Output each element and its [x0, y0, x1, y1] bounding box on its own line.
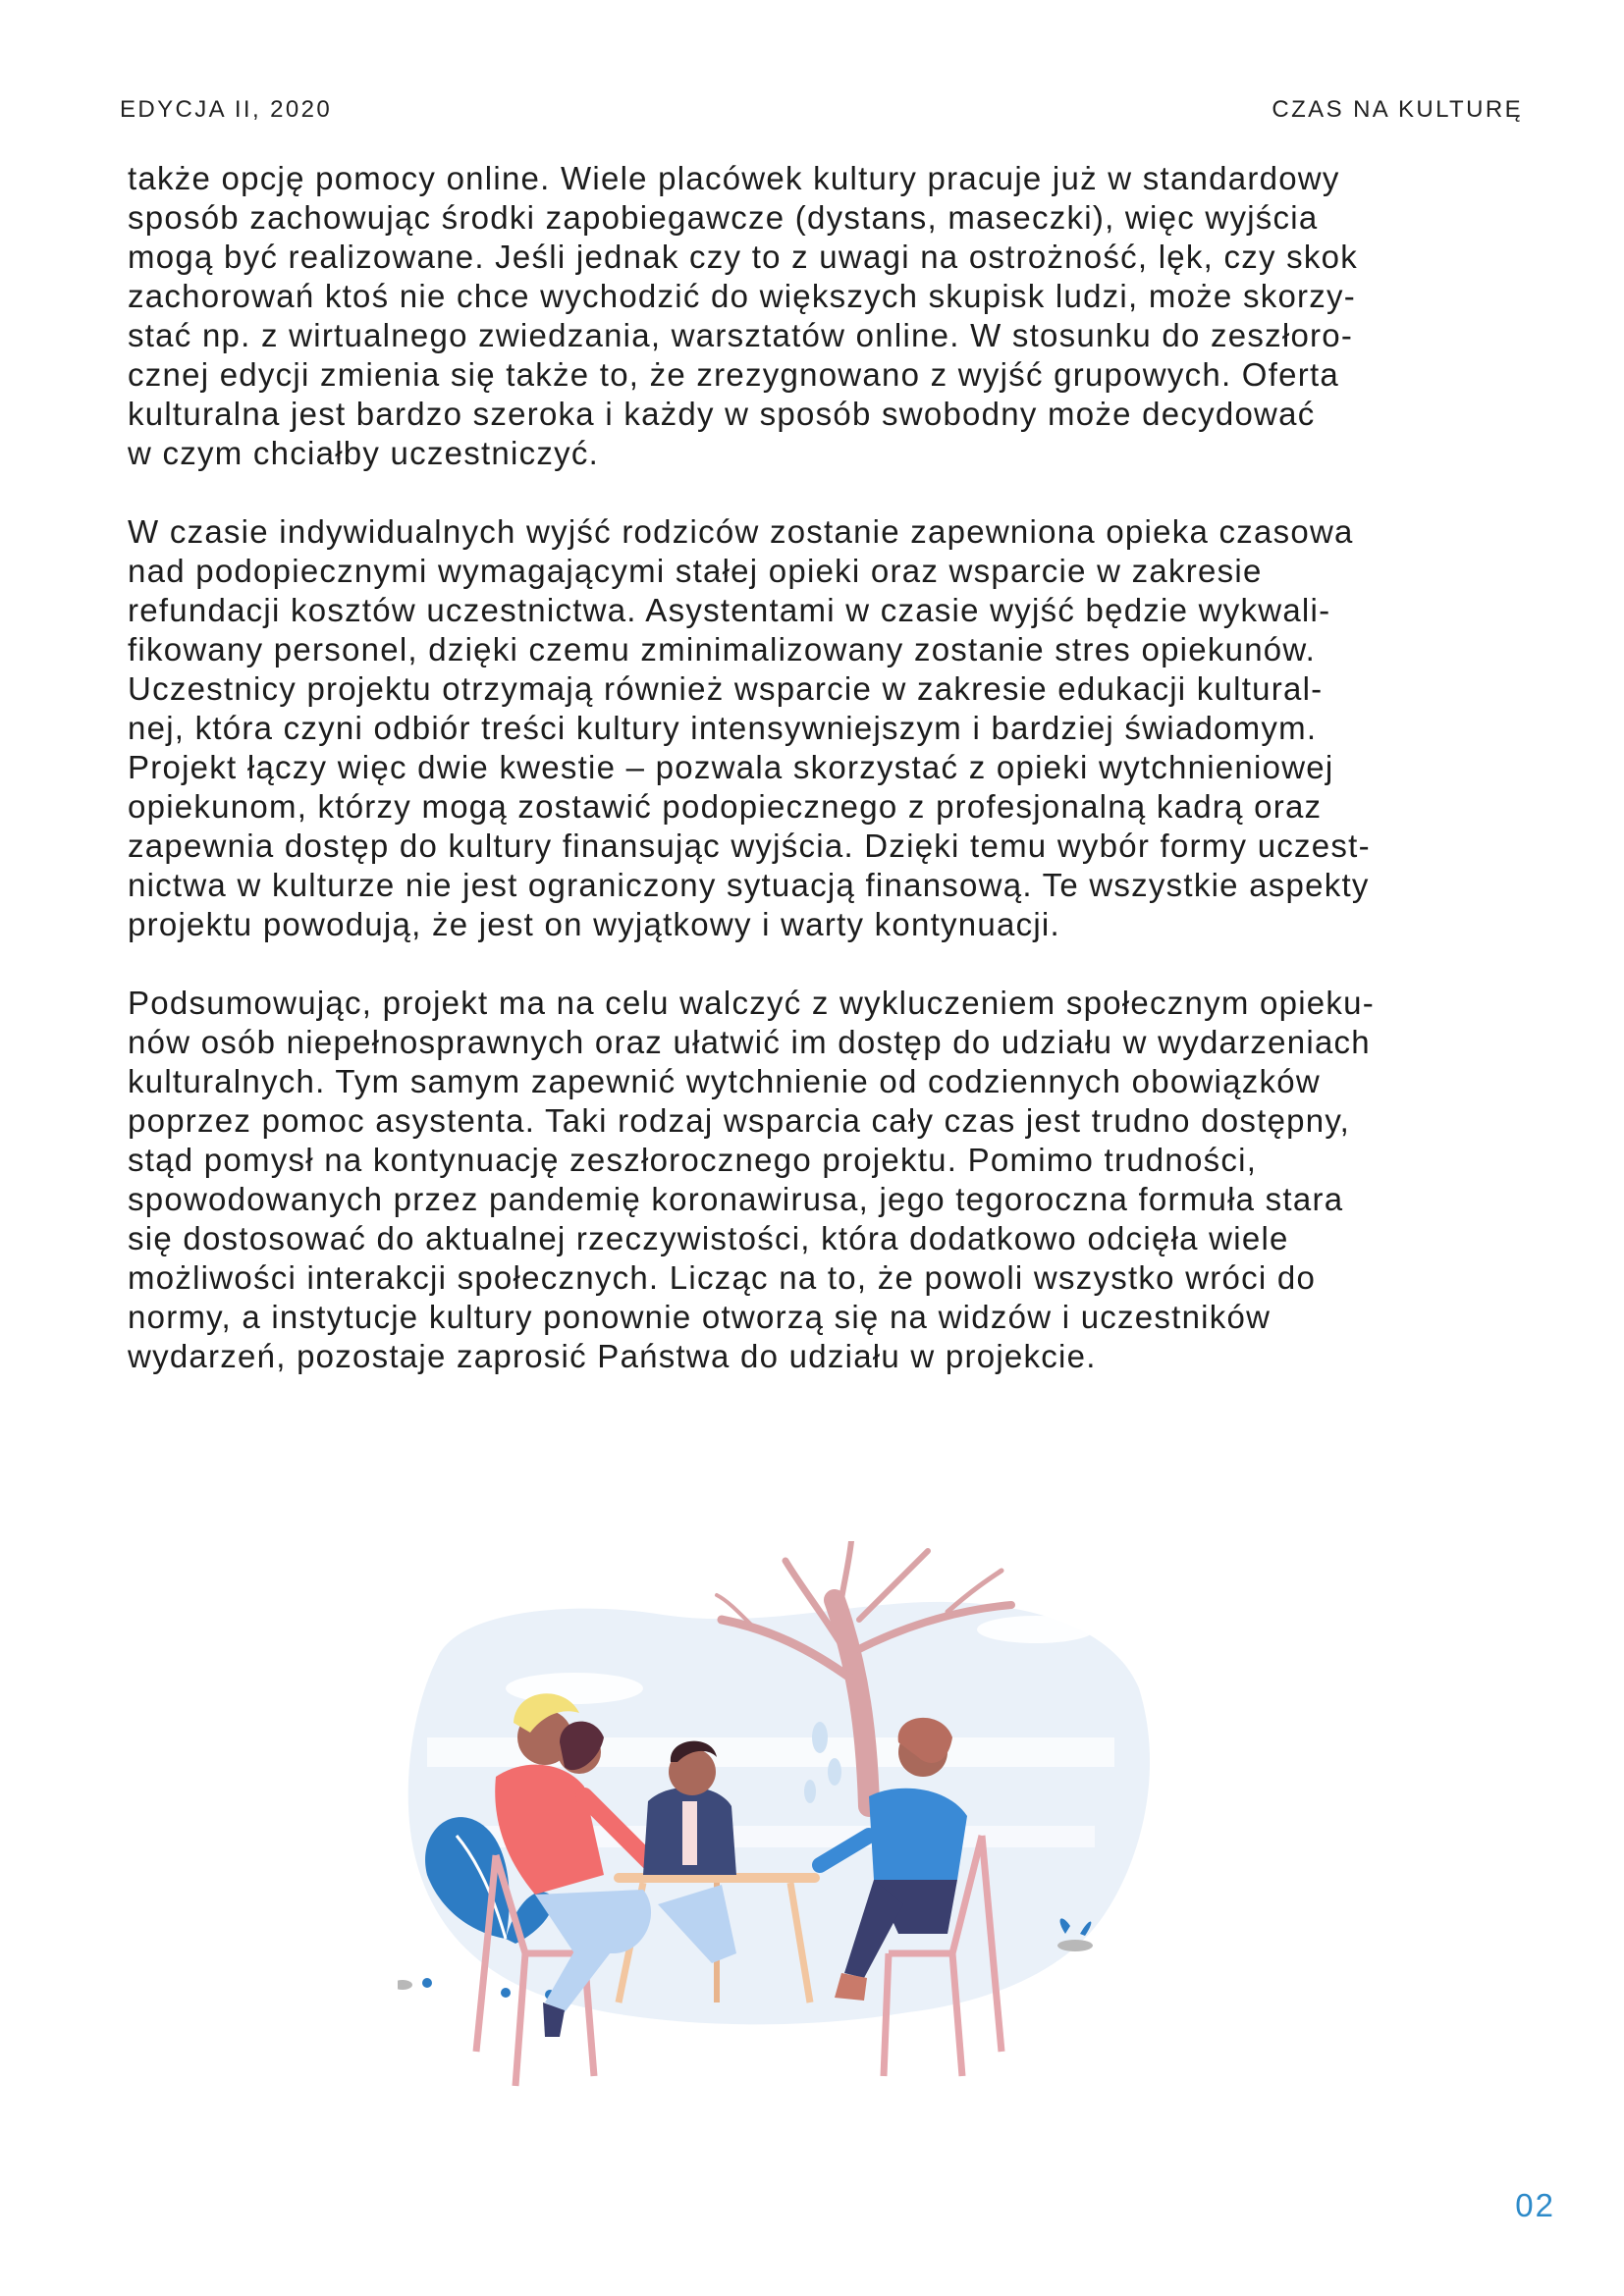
body-text: [128, 159, 1542, 1376]
paragraph-1: [128, 159, 1542, 473]
text-line: wydarzeń, pozostaje zaprosić Państwa do udziału w projekcie.: [128, 1338, 1097, 1374]
text-line: cznej edycji zmienia się także to, że zrezygnowano z wyjść grupowych. Oferta: [128, 356, 1339, 393]
header-project-title: CZAS NA KULTURĘ: [1272, 96, 1523, 123]
text-line: Projekt łączy więc dwie kwestie – pozwala skorzystać z opieki wytchnieniowej: [128, 749, 1334, 785]
text-line: fikowany personel, dzięki czemu zminimalizowany zostanie stres opiekunów.: [128, 631, 1317, 667]
text-line: także opcję pomocy online. Wiele placówek kultury pracuje już w standardowy: [128, 160, 1340, 196]
text-line: kulturalnych. Tym samym zapewnić wytchnienie od codziennych obowiązków: [128, 1063, 1321, 1099]
page-number: 02: [1515, 2187, 1555, 2223]
text-line: opiekunom, którzy mogą zostawić podopiecznego z profesjonalną kadrą oraz: [128, 788, 1323, 825]
text-line: poprzez pomoc asystenta. Taki rodzaj wsparcia cały czas jest trudno dostępny,: [128, 1102, 1351, 1139]
text-line: nej, która czyni odbiór treści kultury intensywniejszym i bardziej świadomym.: [128, 710, 1318, 746]
text-line: spowodowanych przez pandemię koronawirusa, jego tegoroczna formuła stara: [128, 1181, 1344, 1217]
paragraph-2: [128, 512, 1542, 944]
text-line: stąd pomysł na kontynuację zeszłorocznego projektu. Pomimo trudności,: [128, 1142, 1258, 1178]
paragraph-gap: [128, 944, 1542, 984]
text-line: normy, a instytucje kultury ponownie otworzą się na widzów i uczestników: [128, 1299, 1272, 1335]
text-line: nów osób niepełnosprawnych oraz ułatwić im dostęp do udziału w wydarzeniach: [128, 1024, 1371, 1060]
text-line: Uczestnicy projektu otrzymają również wsparcie w zakresie edukacji kultural-: [128, 670, 1324, 707]
text-line: stać np. z wirtualnego zwiedzania, warsztatów online. W stosunku do zeszłoro-: [128, 317, 1354, 353]
text-line: zapewnia dostęp do kultury finansując wyjścia. Dzięki temu wybór formy uczest-: [128, 828, 1371, 864]
text-line: Podsumowując, projekt ma na celu walczyć z wykluczeniem społecznym opieku-: [128, 985, 1375, 1021]
text-line: w czym chciałby uczestniczyć.: [128, 435, 600, 471]
text-line: W czasie indywidualnych wyjść rodziców zostanie zapewniona opieka czasowa: [128, 513, 1354, 550]
paragraph-3: [128, 984, 1542, 1376]
text-line: sposób zachowując środki zapobiegawcze (dystans, maseczki), więc wyjścia: [128, 199, 1319, 236]
text-line: zachorowań ktoś nie chce wychodzić do większych skupisk ludzi, może skorzy-: [128, 278, 1357, 314]
paragraph-gap: [128, 473, 1542, 512]
text-line: nad podopiecznymi wymagającymi stałej opieki oraz wsparcie w zakresie: [128, 553, 1263, 589]
text-line: mogą być realizowane. Jeśli jednak czy to z uwagi na ostrożność, lęk, czy skok: [128, 239, 1359, 275]
text-line: się dostosować do aktualnej rzeczywistości, która dodatkowo odcięła wiele: [128, 1220, 1289, 1256]
header-edition: EDYCJA II, 2020: [120, 96, 333, 123]
text-line: projektu powodują, że jest on wyjątkowy i warty kontynuacji.: [128, 906, 1060, 942]
text-line: nictwa w kulturze nie jest ograniczony sytuacją finansową. Te wszystkie aspekty: [128, 867, 1370, 903]
text-line: kulturalna jest bardzo szeroka i każdy w sposób swobodny może decydować: [128, 396, 1316, 432]
people-at-table-illustration: [398, 1541, 1164, 2101]
text-line: refundacji kosztów uczestnictwa. Asystentami w czasie wyjść będzie wykwali-: [128, 592, 1331, 628]
text-line: możliwości interakcji społecznych. Licząc na to, że powoli wszystko wróci do: [128, 1259, 1317, 1296]
